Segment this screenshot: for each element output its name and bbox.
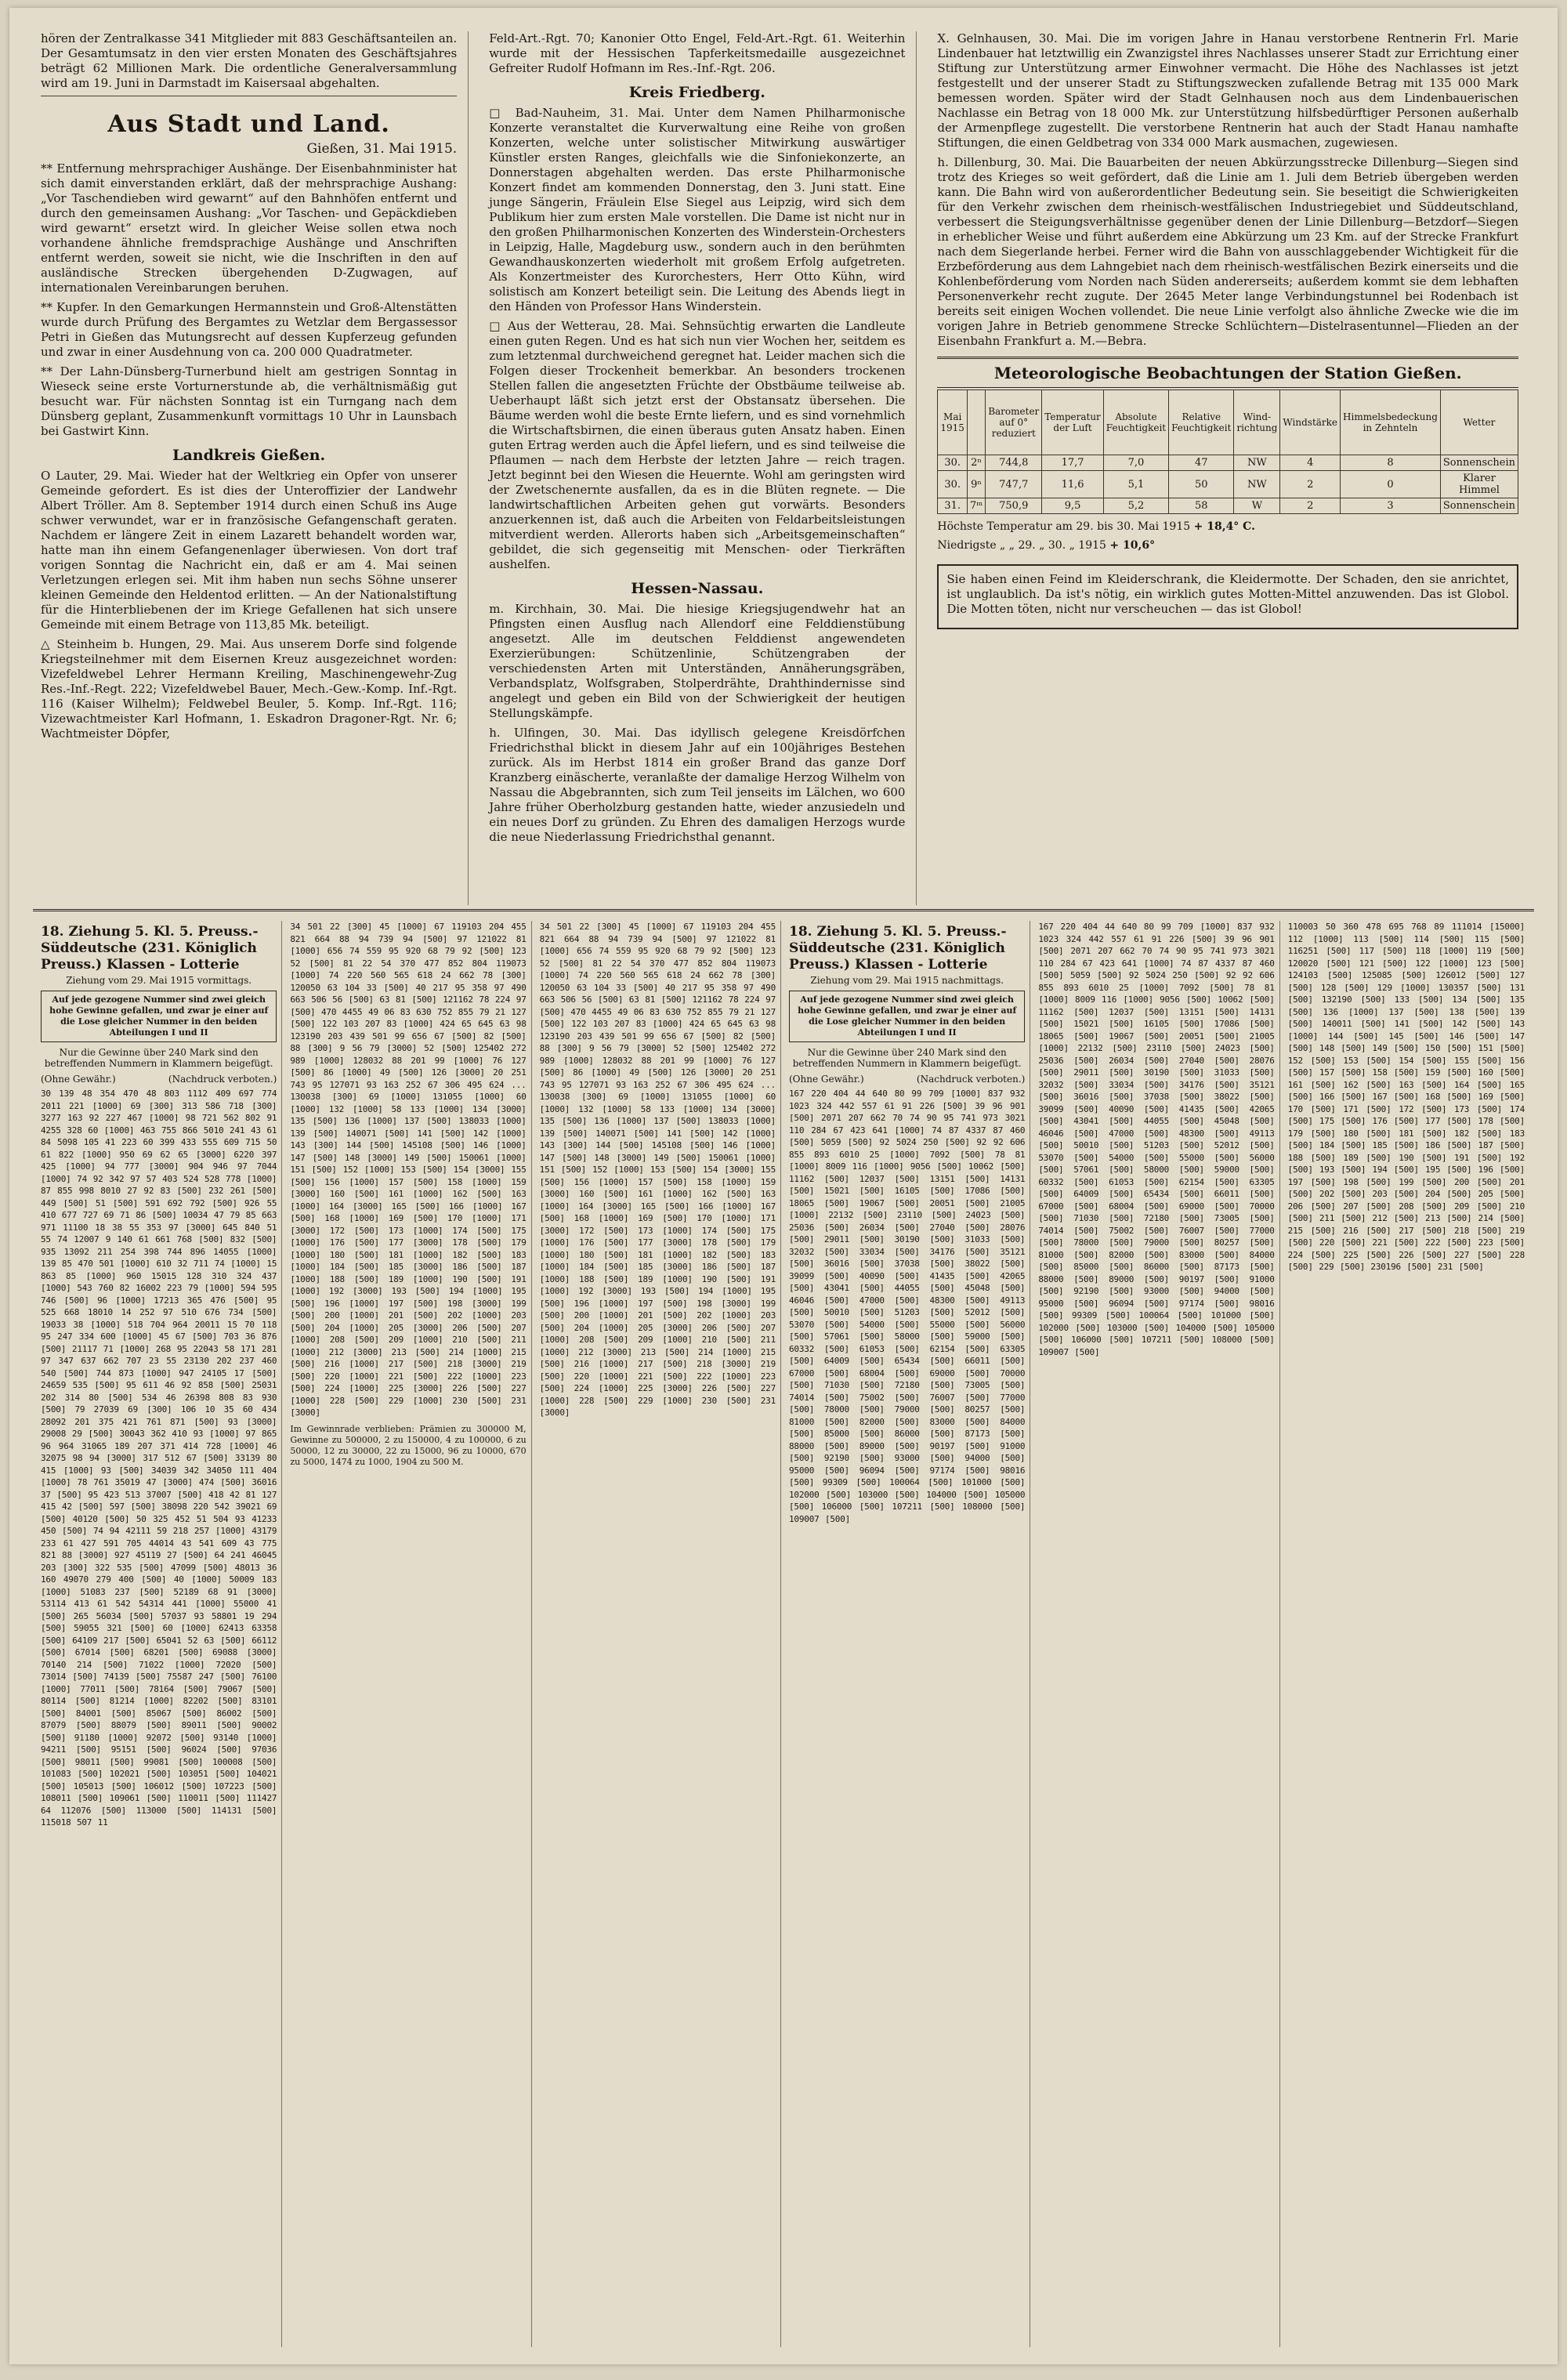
cell: 31. bbox=[938, 498, 968, 514]
article-paragraph: □ Aus der Wetterau, 28. Mai. Sehnsüchtig erwarten die Landleute einen guten Regen. Und es hat sich nun vier Wochen her, seitdem es zum letztenmal durchweichend geregnet hat. Leider machen sich die Folgen dieser Trockenheit bemerkbar. An besonders trockenen Stellen fallen die angesetzten Früchte der Obstbäume teilweise ab. Ueberhaupt läßt sich jetzt erst der Obstansatz übersehen. Die Bäume werden wohl die beste Ernte liefern, und es sind vornehmlich die Wirtschaftsbirnen, die einen überaus guten Ansatz haben. Einen guten Ertrag werden auch die Äpfel liefern, und es sind teilweise die Pflaumen — nach dem Herbste der letzten Jahre — reich tragen. Jetzt beginnt bei den Wiesen die Heuernte. Wohl am geringsten wird der Zwetschenernte ausfallen, da es in die Blüten regnete. — Die landwirtschaftlichen Arbeiten gehen gut vorwärts. Besonders anzuerkennen ist, daß auch die Arbeiten von Feldarbeitsleistungen mitverdient werden. Allerorts haben sich „Arbeitsgemeinschaften“ gebildet, die sich gegenseitig mit Menschen- oder Tierkräften aushelfen. bbox=[489, 319, 906, 571]
cell: Klarer Himmel bbox=[1440, 471, 1518, 498]
temperature-min bbox=[937, 539, 1518, 552]
table-row bbox=[938, 498, 1518, 514]
column-2 bbox=[489, 31, 917, 905]
cell: 9ⁿ bbox=[967, 471, 985, 498]
table-row bbox=[938, 471, 1518, 498]
cell: 50 bbox=[1169, 471, 1234, 498]
subsection-title: Hessen-Nassau. bbox=[631, 580, 764, 597]
lottery-right-column-1 bbox=[789, 921, 1030, 2347]
lottery-numbers: 30 139 48 354 470 48 803 1112 409 697 774 2011 221 [1000] 69 [300] 313 586 718 [300] 3277 163 92 227 467 [1000] 98 721 562 802 91 4255 328 60 [1000] 463 755 866 5010 241 43 61 84 5098 105 41 223 60 399 433 555 609 715 50 61 822 [1000] 950 69 62 65 [3000] 6220 397 425 [1000] 94 777 [3000] 904 946 97 7044 [1000] 74 92 342 97 57 403 524 528 778 [1000] 87 855 998 8010 27 92 83 [500] 232 261 [500] 449 [500] 51 [500] 591 692 792 [500] 926 55 410 677 727 69 71 86 [500] 10034 47 79 85 663 971 11100 18 38 55 353 97 [3000] 645 840 51 55 74 12007 9 140 61 661 768 [500] 832 [500] 935 13092 211 254 398 744 896 14055 [1000] 139 85 470 501 [1000] 610 32 711 74 [1000] 15 863 85 [1000] 960 15015 128 310 324 437 [1000] 543 760 82 16002 223 79 [1000] 594 595 746 [500] 96 [1000] 17213 365 476 [500] 95 525 668 18010 14 252 97 510 676 734 [500] 19033 38 [1000] 518 704 964 20011 15 70 118 95 247 334 600 [1000] 45 67 [500] 703 36 876 [500] 21117 71 [1000] 268 95 22043 58 171 281 97 347 637 662 707 23 55 23130 202 237 460 540 [500] 744 873 [1000] 947 24105 17 [500] 24659 535 [500] 95 611 46 92 858 [500] 25031 202 314 80 [500] 534 46 26398 808 83 930 [500] 79 27039 69 [300] 106 10 35 60 434 28092 201 375 421 761 871 [500] 93 [3000] 29008 29 [500] 30043 362 410 93 [1000] 97 865 96 964 31065 189 207 371 414 728 [1000] 46 32075 98 94 [3000] 317 512 67 [500] 33139 80 415 [1000] 93 [500] 34039 342 34050 111 404 [1000] 78 761 35019 47 [3000] 474 [500] 36016 37 [500] 95 423 513 37007 [500] 418 42 81 127 415 42 [500] 597 [500] 38098 220 542 39021 69 [500] 40120 [500] 50 325 452 51 504 93 41233 450 [500] 74 94 42111 59 218 257 [1000] 43179 233 61 427 591 705 44014 43 541 609 43 775 821 88 [3000] 927 45119 27 [500] 64 241 46045 203 [300] 322 535 [500] 47099 [500] 48013 36 160 49070 279 400 [500] 40 [1000] 50009 183 [1000] 51083 237 [500] 52189 68 91 [3000] 53114 413 61 542 54314 441 [1000] 55000 41 [500] 265 56034 [500] 57037 93 58801 19 294 [500] 59055 321 [500] 60 [1000] 62413 63358 [500] 64109 217 [500] 65041 52 63 [500] 66112 [500] 67014 [500] 68201 [500] 69088 [3000] 70140 214 [500] 71022 [1000] 72020 [500] 73014 [500] 74139 [500] 75587 247 [500] 76100 [1000] 77011 [500] 78164 [500] 79067 [500] 80114 [500] 81214 [1000] 82202 [500] 83101 [500] 84001 [500] 85067 [500] 86002 [500] 87079 [500] 88079 [500] 89011 [500] 90002 [500] 91180 [1000] 92072 [500] 93140 [1000] 94211 [500] 95151 [500] 96024 [500] 97036 [500] 98011 [500] 99081 [500] 100008 [500] 101083 [500] 102021 [500] 103051 [500] 104021 [500] 105013 [500] 106012 [500] 107223 [500] 108011 [500] 109061 [500] 110011 [500] 111427 64 112076 [500] 113000 [500] 114131 [500] 115018 507 11 bbox=[41, 1089, 277, 1828]
article-paragraph: O Lauter, 29. Mai. Wieder hat der Weltkrieg ein Opfer von unserer Gemeinde gefordert. Es ist dies der Unteroffizier der Landwehr Albert Tröller. Am 8. September 1914 durch einen Schuß ins Auge schwer verwundet, war er in französische Gefangenschaft geraten. Nachdem er längere Zeit in einem Lazarett behandelt worden war, hatte man ihn einem Gefangenenlager überwiesen. Von dort traf vorigen Sonntag die Nachricht ein, daß er am 4. Mai seinen Verletzungen erlegen sei. Mit ihm haben nun sechs Söhne unserer kleinen Gemeinde den Heldentod erlitten. — An der Nationalstiftung für die Hinterbliebenen der im Kriege Gefallenen hat sich unsere Gemeinde mit einem Betrage von 113,85 Mk. beteiligt. bbox=[41, 469, 458, 632]
lottery-labels bbox=[41, 1074, 277, 1085]
lottery-numbers: 34 501 22 [300] 45 [1000] 67 119103 204 455 821 664 88 94 739 94 [500] 97 121022 81 [1000] 656 74 559 95 920 68 79 92 [500] 123 52 [500] 81 22 54 370 477 852 804 119073 [1000] 74 220 560 565 618 24 662 78 [300] 120050 63 104 33 [500] 40 217 95 358 97 490 663 506 56 [500] 63 81 [500] 121162 78 224 97 [500] 470 4455 49 06 83 630 752 855 79 21 127 [500] 122 103 207 83 [1000] 424 65 645 63 98 123190 203 439 501 99 656 67 [500] 82 [500] 88 [300] 9 56 79 [3000] 52 [500] 125402 272 989 [1000] 128032 88 201 99 [1000] 76 127 [500] 86 [1000] 49 [500] 126 [3000] 20 251 743 95 127071 93 163 252 67 306 495 624 ... 130038 [300] 69 [1000] 131055 [1000] 60 [1000] 132 [1000] 58 133 [1000] 134 [3000] 135 [500] 136 [1000] 137 [500] 138033 [1000] 139 [500] 140071 [500] 141 [500] 142 [1000] 143 [300] 144 [500] 145108 [500] 146 [1000] 147 [500] 148 [3000] 149 [500] 150061 [1000] 151 [500] 152 [1000] 153 [500] 154 [3000] 155 [500] 156 [1000] 157 [500] 158 [1000] 159 [3000] 160 [500] 161 [1000] 162 [500] 163 [1000] 164 [3000] 165 [500] 166 [1000] 167 [500] 168 [1000] 169 [500] 170 [1000] 171 [3000] 172 [500] 173 [1000] 174 [500] 175 [1000] 176 [500] 177 [3000] 178 [500] 179 [1000] 180 [500] 181 [1000] 182 [500] 183 [1000] 184 [500] 185 [3000] 186 [500] 187 [1000] 188 [500] 189 [1000] 190 [500] 191 [1000] 192 [3000] 193 [500] 194 [1000] 195 [500] 196 [1000] 197 [500] 198 [3000] 199 [500] 200 [1000] 201 [500] 202 [1000] 203 [500] 204 [1000] 205 [3000] 206 [500] 207 [1000] 208 [500] 209 [1000] 210 [500] 211 [1000] 212 [3000] 213 [500] 214 [1000] 215 [500] 216 [1000] 217 [500] 218 [3000] 219 [500] 220 [1000] 221 [500] 222 [1000] 223 [500] 224 [1000] 225 [3000] 226 [500] 227 [1000] 228 [500] 229 [1000] 230 [500] 231 [3000] bbox=[539, 922, 776, 1418]
no-warranty-label: (Ohne Gewähr.) bbox=[41, 1074, 116, 1085]
temperature-min-label: Niedrigste „ „ 29. „ 30. „ 1915 bbox=[937, 539, 1106, 552]
cell: 7,0 bbox=[1103, 455, 1168, 471]
weather-table bbox=[937, 389, 1518, 514]
article-paragraph: h. Dillenburg, 30. Mai. Die Bauarbeiten der neuen Abkürzungsstrecke Dillenburg—Siegen sind trotz des Krieges so weit gefördert, daß die Linie am 1. Juli dem Betrieb übergeben werden kann. Die Bahn wird von außerordentlicher Bedeutung sein. Sie beseitigt die Schwierigkeiten für den Verkehr zwischen dem rheinisch-westfälischen Industriegebiet und Süddeutschland, verbessert die Steigungsverhältnisse gegenüber denen der Linie Dillenburg—Betzdorf—Siegen in erheblicher Weise und führt außerdem eine Abkürzung um 23 Km. auf der Strecke Frankfurt nach dem Siegerlande herbei. Ferner wird die Bahn von ausschlaggebender Wichtigkeit für die Erzbeförderung aus dem Lahngebiet nach dem rheinisch-westfälischen Bezirk einerseits und die Kohlenbeförderung vom Norden nach Süden andererseits; außerdem kommt sie dem lebhaften Personenverkehr recht zugute. Der 2645 Meter lange Verbindungstunnel bei Rodenbach ist bereits seit einigen Wochen vollendet. Die neue Linie verfolgt also ähnliche Zwecke wie die im vorigen Jahre in Betrieb genommene Strecke Schlüchtern—Distelrasentunnel—Flieden an der Eisenbahn Frankfurt a. M.—Bebra. bbox=[937, 155, 1518, 348]
lottery-left-column-3 bbox=[540, 921, 781, 2347]
cell: 47 bbox=[1169, 455, 1234, 471]
weather-header: Relative Feuchtigkeit bbox=[1169, 390, 1234, 455]
cell: 11,6 bbox=[1042, 471, 1104, 498]
weather-header: Wind-richtung bbox=[1234, 390, 1280, 455]
lottery-notice: Auf jede gezogene Nummer sind zwei gleich hohe Gewinne gefallen, und zwar je einer auf die Lose gleicher Nummer in den beiden Abteilungen I und II bbox=[41, 991, 277, 1042]
lottery-numbers: 34 501 22 [300] 45 [1000] 67 119103 204 455 821 664 88 94 739 94 [500] 97 121022 81 [1000] 656 74 559 95 920 68 79 92 [500] 123 52 [500] 81 22 54 370 477 852 804 119073 [1000] 74 220 560 565 618 24 662 78 [300] 120050 63 104 33 [500] 40 217 95 358 97 490 663 506 56 [500] 63 81 [500] 121162 78 224 97 [500] 470 4455 49 06 83 630 752 855 79 21 127 [500] 122 103 207 83 [1000] 424 65 645 63 98 123190 203 439 501 99 656 67 [500] 82 [500] 88 [300] 9 56 79 [3000] 52 [500] 125402 272 989 [1000] 128032 88 201 99 [1000] 76 127 [500] 86 [1000] 49 [500] 126 [3000] 20 251 743 95 127071 93 163 252 67 306 495 624 ... 130038 [300] 69 [1000] 131055 [1000] 60 [1000] 132 [1000] 58 133 [1000] 134 [3000] 135 [500] 136 [1000] 137 [500] 138033 [1000] 139 [500] 140071 [500] 141 [500] 142 [1000] 143 [300] 144 [500] 145108 [500] 146 [1000] 147 [500] 148 [3000] 149 [500] 150061 [1000] 151 [500] 152 [1000] 153 [500] 154 [3000] 155 [500] 156 [1000] 157 [500] 158 [1000] 159 [3000] 160 [500] 161 [1000] 162 [500] 163 [1000] 164 [3000] 165 [500] 166 [1000] 167 [500] 168 [1000] 169 [500] 170 [1000] 171 [3000] 172 [500] 173 [1000] 174 [500] 175 [1000] 176 [500] 177 [3000] 178 [500] 179 [1000] 180 [500] 181 [1000] 182 [500] 183 [1000] 184 [500] 185 [3000] 186 [500] 187 [1000] 188 [500] 189 [1000] 190 [500] 191 [1000] 192 [3000] 193 [500] 194 [1000] 195 [500] 196 [1000] 197 [500] 198 [3000] 199 [500] 200 [1000] 201 [500] 202 [1000] 203 [500] 204 [1000] 205 [3000] 206 [500] 207 [1000] 208 [500] 209 [1000] 210 [500] 211 [1000] 212 [3000] 213 [500] 214 [1000] 215 [500] 216 [1000] 217 [500] 218 [3000] 219 [500] 220 [1000] 221 [500] 222 [1000] 223 [500] 224 [1000] 225 [3000] 226 [500] 227 [1000] 228 [500] 229 [1000] 230 [500] 231 [3000] bbox=[290, 922, 527, 1418]
lottery-right-column-3 bbox=[1288, 921, 1529, 2347]
column-3 bbox=[937, 31, 1529, 905]
lottery-note: Nur die Gewinne über 240 Mark sind den betreffenden Nummern in Klammern beigefügt. bbox=[792, 1047, 1022, 1069]
cell: 5,1 bbox=[1103, 471, 1168, 498]
cell: 30. bbox=[938, 455, 968, 471]
cell: 0 bbox=[1341, 471, 1441, 498]
cell: 8 bbox=[1341, 455, 1441, 471]
cell: Sonnenschein bbox=[1440, 455, 1518, 471]
weather-header: Himmelsbedeckung in Zehnteln bbox=[1341, 390, 1441, 455]
subsection-title: Landkreis Gießen. bbox=[172, 447, 326, 464]
cell: 30. bbox=[938, 471, 968, 498]
reprint-label: (Nachdruck verboten.) bbox=[168, 1074, 277, 1085]
lottery-numbers: 167 220 404 44 640 80 99 709 [1000] 837 932 1023 324 442 557 61 91 226 [500] 39 96 901 [500] 2071 207 662 70 74 90 95 741 973 3021 110 284 67 423 641 [1000] 74 87 4337 87 460 [500] 5059 [500] 92 5024 250 [500] 92 92 606 855 893 6010 25 [1000] 7092 [500] 78 81 [1000] 8009 116 [1000] 9056 [500] 10062 [500] 11162 [500] 12037 [500] 13151 [500] 14131 [500] 15021 [500] 16105 [500] 17086 [500] 18065 [500] 19067 [500] 20051 [500] 21005 [1000] 22132 [500] 23110 [500] 24023 [500] 25036 [500] 26034 [500] 27040 [500] 28076 [500] 29011 [500] 30190 [500] 31033 [500] 32032 [500] 33034 [500] 34176 [500] 35121 [500] 36016 [500] 37038 [500] 38022 [500] 39099 [500] 40090 [500] 41435 [500] 42065 [500] 43041 [500] 44055 [500] 45048 [500] 46046 [500] 47000 [500] 48300 [500] 49113 [500] 50010 [500] 51203 [500] 52012 [500] 53070 [500] 54000 [500] 55000 [500] 56000 [500] 57061 [500] 58000 [500] 59000 [500] 60332 [500] 61053 [500] 62154 [500] 63305 [500] 64009 [500] 65434 [500] 66011 [500] 67000 [500] 68004 [500] 69000 [500] 70000 [500] 71030 [500] 72180 [500] 73005 [500] 74014 [500] 75002 [500] 76007 [500] 77000 [500] 78000 [500] 79000 [500] 80257 [500] 81000 [500] 82000 [500] 83000 [500] 84000 [500] 85000 [500] 86000 [500] 87173 [500] 88000 [500] 89000 [500] 90197 [500] 91000 [500] 92190 [500] 93000 [500] 94000 [500] 95000 [500] 96094 [500] 97174 [500] 98016 [500] 99309 [500] 100064 [500] 101000 [500] 102000 [500] 103000 [500] 104000 [500] 105000 [500] 106000 [500] 107211 [500] 108000 [500] 109007 [500] bbox=[1038, 922, 1275, 1357]
temperature-max-label: Höchste Temperatur am 29. bis 30. Mai 1915 bbox=[937, 520, 1191, 533]
lottery-footer: Im Gewinnrade verblieben: Prämien zu 300000 M, Gewinne zu 500000, 2 zu 150000, 4 zu 100000, 6 zu 50000, 12 zu 30000, 22 zu 15000, 96 zu 10000, 670 zu 5000, 1474 zu 1000, 1904 zu 500 M. bbox=[290, 1423, 527, 1467]
weather-header: Absolute Feuchtigkeit bbox=[1103, 390, 1168, 455]
article-paragraph: X. Gelnhausen, 30. Mai. Die im vorigen Jahre in Hanau verstorbene Rentnerin Frl. Marie Lindenbauer hat letztwillig ein Zwanzigstel ihres Nachlasses unserer Stadt zur Errichtung einer Stiftung zur Unterstützung armer Einwohner vermacht. Die Höhe des Nachlasses ist jetzt festgestellt und der unserer Stadt zu Stiftungszwecken zufallende Betrag mit 135 000 Mark bemessen worden. Später wird der Stadt Gelnhausen noch aus dem Lindenbauerischen Nachlasse ein Betrag von 18 000 Mk. zur Unterstützung hilfsbedürftiger Personen außerhalb der Armenpflege zugestellt. Die verstorbene Rentnerin hat auch der Stadt Hanau namhafte Stiftungen, die einen Geldbetrag von 334 000 Mark ausmachen, zugewiesen. bbox=[937, 31, 1518, 150]
newspaper-page bbox=[9, 8, 1558, 2364]
lottery-right-column-2 bbox=[1038, 921, 1279, 2347]
lottery-title: 18. Ziehung 5. Kl. 5. Preuss.-Süddeutsche (231. Königlich Preuss.) Klassen - Lotterie bbox=[41, 924, 259, 973]
article-paragraph: m. Kirchhain, 30. Mai. Die hiesige Kriegsjugendwehr hat an Pfingsten einen Ausflug nach Allendorf eine Felddienstübung angesetzt. Alle im deutschen Felddienst angewendeten Exerzierübungen: Schützenlinie, Schützengraben der verschiedensten Arten mit Unterständen, Annäherungsgräben, Verbandsplatz, Wolfsgraben, Stolperdrähte, Drahthindernisse sind angelegt und geben ein Bild von der Schwierigkeit der heutigen Stellungskämpfe. bbox=[489, 602, 906, 720]
cell: 2ⁿ bbox=[967, 455, 985, 471]
section-title: Aus Stadt und Land. bbox=[107, 110, 390, 138]
article-paragraph: ** Entfernung mehrsprachiger Aushänge. Der Eisenbahnminister hat sich damit einverstanden erklärt, daß der mehrsprachige Aushang: „Vor Taschendieben wird gewarnt“ auf den Bahnhöfen entfernt und durch den gemeinsamen Aushang: „Vor Taschen- und Gepäckdieben wird gewarnt“ ersetzt wird. In gleicher Weise sollen etwa noch vorhandene ähnliche fremdsprachige Aushänge und Anschriften entfernt werden, soweit sie nicht, wie die Inschriften in den auf ausländische Strecken übergehenden D-Zugwagen, auf internationalen Vereinbarungen beruhen. bbox=[41, 161, 458, 295]
weather-header: Windstärke bbox=[1280, 390, 1341, 455]
cell: NW bbox=[1234, 471, 1280, 498]
column-1 bbox=[41, 31, 469, 905]
subsection-title: Kreis Friedberg. bbox=[628, 84, 765, 101]
cell: 747,7 bbox=[986, 471, 1042, 498]
lottery-left-column-2 bbox=[290, 921, 531, 2347]
cell: 5,2 bbox=[1103, 498, 1168, 514]
weather-header: Mai 1915 bbox=[938, 390, 968, 455]
lottery-numbers: 110003 50 360 478 695 768 89 111014 [15000] 112 [1000] 113 [500] 114 [500] 115 [500] 116251 [500] 117 [500] 118 [1000] 119 [500] 120020 [500] 121 [500] 122 [1000] 123 [500] 124103 [500] 125085 [500] 126012 [500] 127 [500] 128 [500] 129 [1000] 130357 [500] 131 [500] 132190 [500] 133 [500] 134 [500] 135 [500] 136 [1000] 137 [500] 138 [500] 139 [500] 140011 [500] 141 [500] 142 [500] 143 [1000] 144 [500] 145 [500] 146 [500] 147 [500] 148 [500] 149 [500] 150 [500] 151 [500] 152 [500] 153 [500] 154 [500] 155 [500] 156 [500] 157 [500] 158 [500] 159 [500] 160 [500] 161 [500] 162 [500] 163 [500] 164 [500] 165 [500] 166 [500] 167 [500] 168 [500] 169 [500] 170 [500] 171 [500] 172 [500] 173 [500] 174 [500] 175 [500] 176 [500] 177 [500] 178 [500] 179 [500] 180 [500] 181 [500] 182 [500] 183 [500] 184 [500] 185 [500] 186 [500] 187 [500] 188 [500] 189 [500] 190 [500] 191 [500] 192 [500] 193 [500] 194 [500] 195 [500] 196 [500] 197 [500] 198 [500] 199 [500] 200 [500] 201 [500] 202 [500] 203 [500] 204 [500] 205 [500] 206 [500] 207 [500] 208 [500] 209 [500] 210 [500] 211 [500] 212 [500] 213 [500] 214 [500] 215 [500] 216 [500] 217 [500] 218 [500] 219 [500] 220 [500] 221 [500] 222 [500] 223 [500] 224 [500] 225 [500] 226 [500] 227 [500] 228 [500] 229 [500] 230196 [500] 231 [500] bbox=[1287, 922, 1525, 1272]
weather-header: Barometer auf 0° reduziert bbox=[986, 390, 1042, 455]
top-section bbox=[41, 31, 1529, 905]
dateline: Gießen, 31. Mai 1915. bbox=[306, 141, 458, 157]
lottery-title: 18. Ziehung 5. Kl. 5. Preuss.-Süddeutsche (231. Königlich Preuss.) Klassen - Lotterie bbox=[789, 924, 1007, 973]
weather-title: Meteorologische Beobachtungen der Station Gießen. bbox=[937, 357, 1518, 388]
article-paragraph: ** Der Lahn-Dünsberg-Turnerbund hielt am gestrigen Sonntag in Wieseck seine erste Vorturnerstunde ab, die verhältnismäßig gut besucht war. Für nächsten Sonntag ist ein Turngang nach dem Dünsberg geplant, Zusammenkunft vormittags 10 Uhr in Launsbach bei Gastwirt Kinn. bbox=[41, 364, 458, 438]
weather-header-row bbox=[938, 390, 1518, 455]
article-paragraph: □ Bad-Nauheim, 31. Mai. Unter dem Namen Philharmonische Konzerte veranstaltet die Kurverwaltung eine Reihe von großen Konzerten, welche unter solistischer Mitwirkung auswärtiger Künstler ersten Ranges, gleichfalls wie die Sinfoniekonzerte, an Donnerstagen abgehalten werden. Das erste Philharmonische Konzert findet am kommenden Donnerstag, den 3. Juni statt. Eine junge Sängerin, Fräulein Else Siegel aus Leipzig, wird sich dem Publikum hier zum ersten Male vorstellen. Die Dame ist nicht nur in den großen Philharmonischen Konzerten des Winderstein-Orchesters in Leipzig, Halle, Magdeburg usw., sondern auch in den berühmten Gewandhauskonzerten wiederholt mit großem Erfolg aufgetreten. Als Konzertmeister des Kurorchesters, Herr Otto Kühn, wird solistisch am Konzert beteiligt sein. Die Leitung des Abends liegt in den Händen von Professor Hans Winderstein. bbox=[489, 106, 906, 313]
lottery-left-column-1 bbox=[41, 921, 282, 2347]
cell: 17,7 bbox=[1042, 455, 1104, 471]
lottery-labels bbox=[789, 1074, 1025, 1085]
lottery-notice: Auf jede gezogene Nummer sind zwei gleich hohe Gewinne gefallen, und zwar je einer auf die Lose gleicher Nummer in den beiden Abteilungen I und II bbox=[789, 991, 1025, 1042]
cell: W bbox=[1234, 498, 1280, 514]
article-paragraph: △ Steinheim b. Hungen, 29. Mai. Aus unserem Dorfe sind folgende Kriegsteilnehmer mit dem Eisernen Kreuz ausgezeichnet worden: Vizefeldwebel Lehrer Hermann Kreiling, Maschinengewehr-Zug Res.-Inf.-Regt. 222; Vizefeldwebel Bauer, Mech.-Gew.-Komp. Inf.-Rgt. 116 (Kaiser Wilhelm); Feldwebel Beuler, 5. Komp. Inf.-Rgt. 116; Vizewachtmeister Karl Hofmann, 1. Eskadron Dragoner-Rgt. Nr. 6; Wachtmeister Döpfer, bbox=[41, 637, 458, 741]
cell: 2 bbox=[1280, 498, 1341, 514]
no-warranty-label: (Ohne Gewähr.) bbox=[789, 1074, 864, 1085]
advertisement bbox=[937, 564, 1518, 629]
lottery-date: Ziehung vom 29. Mai 1915 vormittags. bbox=[66, 975, 252, 986]
cell: 58 bbox=[1169, 498, 1234, 514]
cell: 9,5 bbox=[1042, 498, 1104, 514]
weather-header: Temperatur der Luft bbox=[1042, 390, 1104, 455]
weather-header bbox=[967, 390, 985, 455]
temperature-max-value: + 18,4° C. bbox=[1193, 520, 1255, 533]
temperature-min-value: + 10,6° bbox=[1109, 539, 1156, 552]
cell: 3 bbox=[1341, 498, 1441, 514]
cell: 4 bbox=[1280, 455, 1341, 471]
section-divider bbox=[33, 909, 1534, 911]
cell: Sonnenschein bbox=[1440, 498, 1518, 514]
article-paragraph: h. Ulfingen, 30. Mai. Das idyllisch gelegene Kreisdörfchen Friedrichsthal blickt in diesem Jahr auf ein 100jähriges Bestehen zurück. Als im Herbst 1814 ein großer Brand das ganze Dorf Kranzberg einäscherte, veranlaßte der damalige Herzog Wilhelm von Nassau die Abgebrannten, sich zum Teil jenseits im Lälchen, wo 600 Jahre früher Oberholzburg gestanden hatte, wieder anzusiedeln und ein neues Dorf zu gründen. Zu Ehren des damaligen Herzogs wurde die neue Niederlassung Friedrichsthal genannt. bbox=[489, 726, 906, 844]
temperature-max bbox=[937, 520, 1518, 533]
intro-paragraph: hören der Zentralkasse 341 Mitglieder mit 883 Geschäftsanteilen an. Der Gesamtumsatz in den vier ersten Monaten des Geschäftsjahres beträgt 62 Millionen Mark. Die ordentliche Generalversammlung wird am 19. Juni in Darmstadt im Kaisersaal abgehalten. bbox=[41, 31, 458, 90]
lottery-numbers: 167 220 404 44 640 80 99 709 [1000] 837 932 1023 324 442 557 61 91 226 [500] 39 96 901 [500] 2071 207 662 70 74 90 95 741 973 3021 110 284 67 423 641 [1000] 74 87 4337 87 460 [500] 5059 [500] 92 5024 250 [500] 92 92 606 855 893 6010 25 [1000] 7092 [500] 78 81 [1000] 8009 116 [1000] 9056 [500] 10062 [500] 11162 [500] 12037 [500] 13151 [500] 14131 [500] 15021 [500] 16105 [500] 17086 [500] 18065 [500] 19067 [500] 20051 [500] 21005 [1000] 22132 [500] 23110 [500] 24023 [500] 25036 [500] 26034 [500] 27040 [500] 28076 [500] 29011 [500] 30190 [500] 31033 [500] 32032 [500] 33034 [500] 34176 [500] 35121 [500] 36016 [500] 37038 [500] 38022 [500] 39099 [500] 40090 [500] 41435 [500] 42065 [500] 43041 [500] 44055 [500] 45048 [500] 46046 [500] 47000 [500] 48300 [500] 49113 [500] 50010 [500] 51203 [500] 52012 [500] 53070 [500] 54000 [500] 55000 [500] 56000 [500] 57061 [500] 58000 [500] 59000 [500] 60332 [500] 61053 [500] 62154 [500] 63305 [500] 64009 [500] 65434 [500] 66011 [500] 67000 [500] 68004 [500] 69000 [500] 70000 [500] 71030 [500] 72180 [500] 73005 [500] 74014 [500] 75002 [500] 76007 [500] 77000 [500] 78000 [500] 79000 [500] 80257 [500] 81000 [500] 82000 [500] 83000 [500] 84000 [500] 85000 [500] 86000 [500] 87173 [500] 88000 [500] 89000 [500] 90197 [500] 91000 [500] 92190 [500] 93000 [500] 94000 [500] 95000 [500] 96094 [500] 97174 [500] 98016 [500] 99309 [500] 100064 [500] 101000 [500] 102000 [500] 103000 [500] 104000 [500] 105000 [500] 106000 [500] 107211 [500] 108000 [500] 109007 [500] bbox=[789, 1089, 1026, 1524]
article-paragraph: ** Kupfer. In den Gemarkungen Hermannstein und Groß-Altenstätten wurde durch Prüfung des Bergamtes zu Wetzlar dem Bergassessor Petri in Gießen das Mutungsrecht auf dessen Kupferzeug gefunden und zwar in einer Ausdehnung von ca. 200 000 Quadratmeter. bbox=[41, 300, 458, 359]
cell: NW bbox=[1234, 455, 1280, 471]
cell: 744,8 bbox=[986, 455, 1042, 471]
advertisement-text: Sie haben einen Feind im Kleiderschrank, die Kleidermotte. Der Schaden, den sie anrichtet, ist unglaublich. Da ist's nötig, ein wirklich gutes Motten-Mittel anzuwenden. Das ist Globol. Die Motten töten, nicht nur verscheuchen — das ist Globol! bbox=[946, 572, 1509, 616]
lottery-note: Nur die Gewinne über 240 Mark sind den betreffenden Nummern in Klammern beigefügt. bbox=[44, 1047, 273, 1069]
table-row bbox=[938, 455, 1518, 471]
lottery-date: Ziehung vom 29. Mai 1915 nachmittags. bbox=[810, 975, 1004, 986]
cell: 750,9 bbox=[986, 498, 1042, 514]
reprint-label: (Nachdruck verboten.) bbox=[916, 1074, 1026, 1085]
cell: 7ᵐ bbox=[967, 498, 985, 514]
weather-header: Wetter bbox=[1440, 390, 1518, 455]
lottery-section bbox=[41, 921, 1529, 2347]
article-paragraph: Feld-Art.-Rgt. 70; Kanonier Otto Engel, Feld-Art.-Rgt. 61. Weiterhin wurde mit der Hessischen Tapferkeitsmedaille ausgezeichnet Gefreiter Rudolf Hofmann im Res.-Inf.-Rgt. 206. bbox=[489, 31, 906, 75]
cell: 2 bbox=[1280, 471, 1341, 498]
